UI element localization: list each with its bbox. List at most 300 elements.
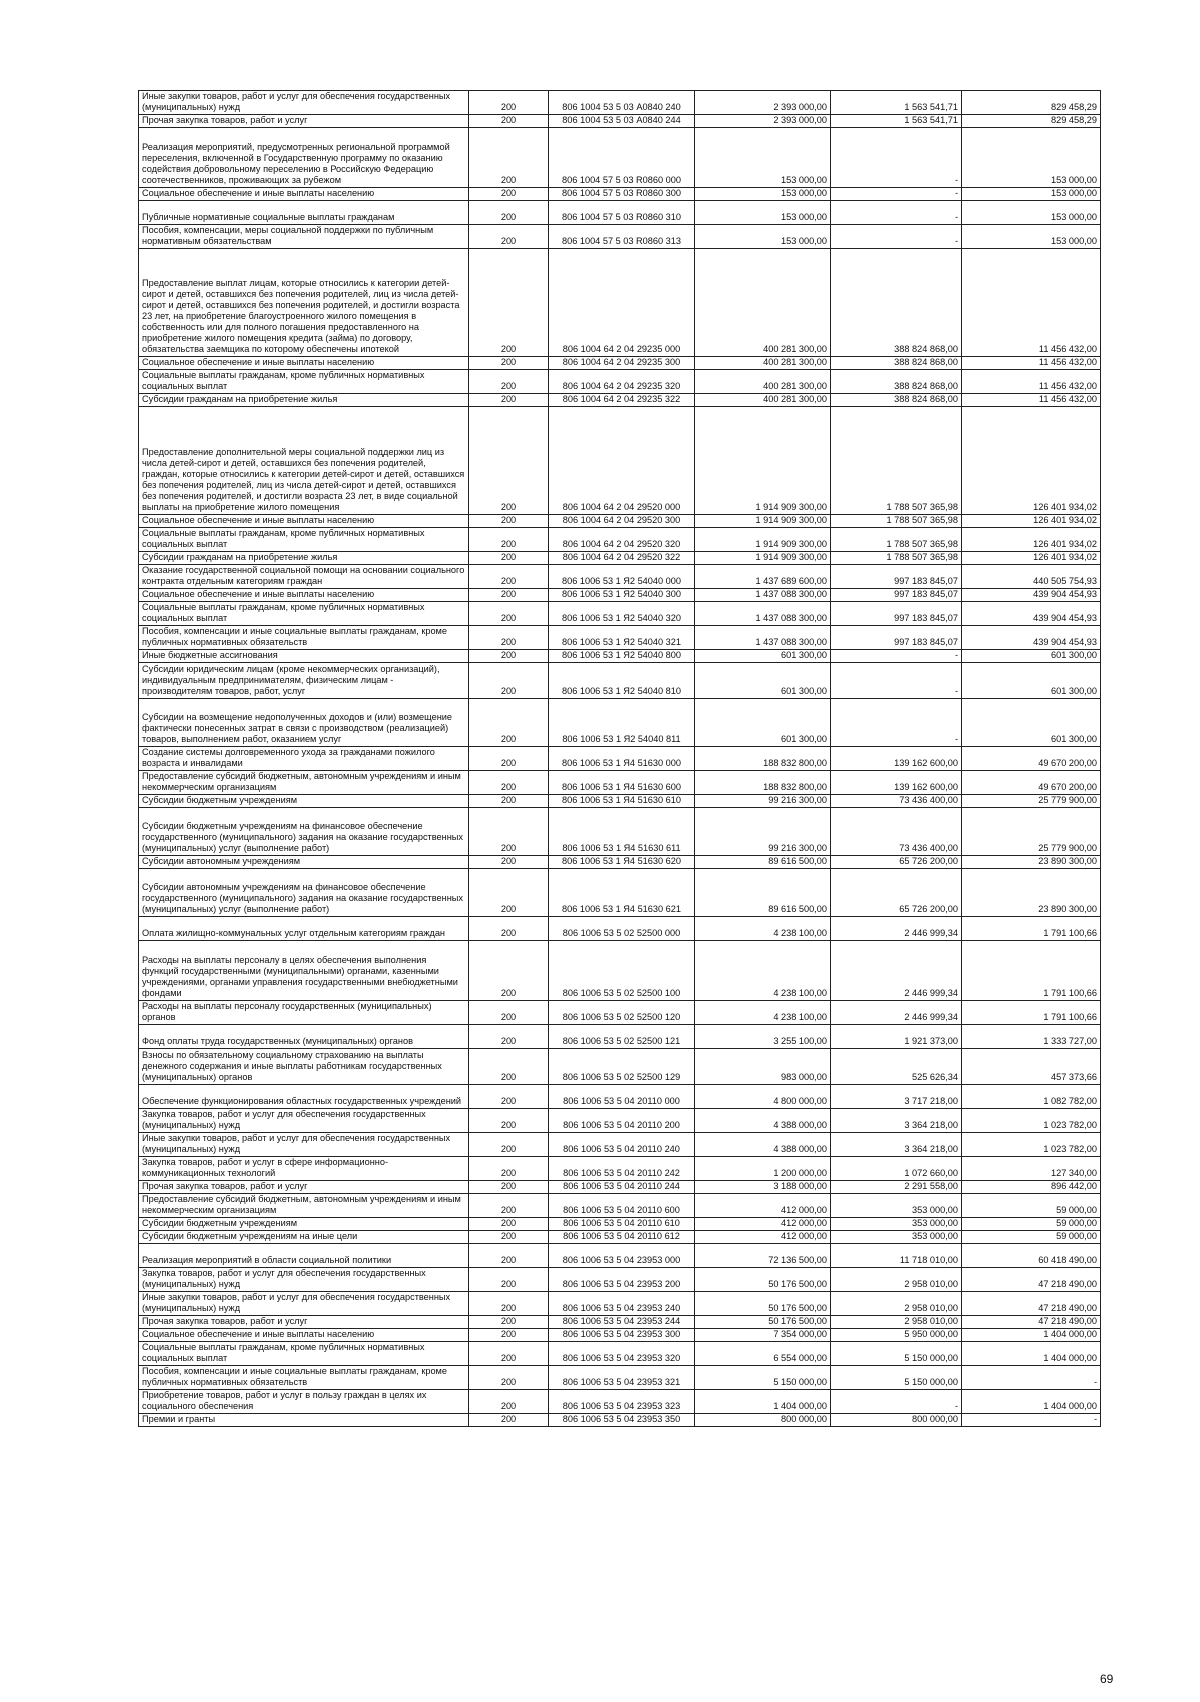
row-code-cell: 200 [469, 589, 549, 602]
row-code-cell: 200 [469, 91, 549, 115]
row-name-cell: Социальные выплаты гражданам, кроме публичных нормативных социальных выплат [139, 528, 469, 552]
row-code-cell: 200 [469, 1218, 549, 1231]
table-row [139, 1329, 1101, 1342]
row-kbk-cell: 806 1006 53 1 Я4 51630 610 [549, 795, 695, 808]
row-name-cell: Субсидии бюджетным учреждениям [139, 795, 469, 808]
row-plan-cell: 3 188 000,00 [695, 1181, 831, 1194]
row-plan-cell: 983 000,00 [695, 1049, 831, 1085]
row-kbk-cell: 806 1004 57 5 03 R0860 313 [549, 225, 695, 249]
row-rest-cell: - [962, 1366, 1101, 1390]
row-exec-cell: 3 717 218,00 [831, 1085, 962, 1109]
row-code-cell: 200 [469, 1390, 549, 1414]
row-rest-cell: 49 670 200,00 [962, 747, 1101, 771]
row-name-cell: Предоставление субсидий бюджетным, автономным учреждениям и иным некоммерческим организациям [139, 771, 469, 795]
row-kbk-cell: 806 1006 53 1 Я4 51630 621 [549, 869, 695, 917]
row-plan-cell: 1 914 909 300,00 [695, 407, 831, 515]
row-rest-cell: 25 779 900,00 [962, 795, 1101, 808]
row-name-cell: Расходы на выплаты персоналу государственных (муниципальных) органов [139, 1001, 469, 1025]
row-plan-cell: 1 437 088 300,00 [695, 589, 831, 602]
table-row [139, 1085, 1101, 1109]
row-rest-cell: 457 373,66 [962, 1049, 1101, 1085]
row-code-cell: 200 [469, 856, 549, 869]
row-code-cell: 200 [469, 795, 549, 808]
row-exec-cell: - [831, 128, 962, 188]
row-code-cell: 200 [469, 1342, 549, 1366]
row-exec-cell: 11 718 010,00 [831, 1244, 962, 1268]
row-rest-cell: 896 442,00 [962, 1181, 1101, 1194]
row-kbk-cell: 806 1006 53 5 04 23953 244 [549, 1316, 695, 1329]
row-kbk-cell: 806 1006 53 5 04 20110 610 [549, 1218, 695, 1231]
row-code-cell: 200 [469, 1001, 549, 1025]
row-name-cell: Обеспечение функционирования областных государственных учреждений [139, 1085, 469, 1109]
table-row [139, 552, 1101, 565]
row-rest-cell: 439 904 454,93 [962, 589, 1101, 602]
row-kbk-cell: 806 1006 53 5 04 20110 242 [549, 1157, 695, 1181]
row-name-cell: Приобретение товаров, работ и услуг в пользу граждан в целях их социального обеспечения [139, 1390, 469, 1414]
row-rest-cell: 49 670 200,00 [962, 771, 1101, 795]
table-row [139, 699, 1101, 747]
row-name-cell: Иные закупки товаров, работ и услуг для обеспечения государственных (муниципальных) нужд [139, 1292, 469, 1316]
row-code-cell: 200 [469, 1244, 549, 1268]
row-rest-cell: 440 505 754,93 [962, 565, 1101, 589]
row-name-cell: Пособия, компенсации и иные социальные выплаты гражданам, кроме публичных нормативных обязательств [139, 1366, 469, 1390]
row-rest-cell: 829 458,29 [962, 91, 1101, 115]
row-code-cell: 200 [469, 128, 549, 188]
table-row [139, 1268, 1101, 1292]
row-rest-cell: 1 404 000,00 [962, 1390, 1101, 1414]
table-row [139, 115, 1101, 128]
row-exec-cell: 139 162 600,00 [831, 771, 962, 795]
row-kbk-cell: 806 1004 57 5 03 R0860 000 [549, 128, 695, 188]
table-row [139, 225, 1101, 249]
row-plan-cell: 1 437 088 300,00 [695, 626, 831, 650]
row-name-cell: Субсидии бюджетным учреждениям на финансовое обеспечение государственного (муниципального) задания на оказание государственных (муниципальных) услуг (выполнение работ) [139, 808, 469, 856]
row-exec-cell: 73 436 400,00 [831, 808, 962, 856]
row-name-cell: Субсидии автономным учреждениям на финансовое обеспечение государственного (муниципального) задания на оказание государственных (муниципальных) услуг (выполнение работ) [139, 869, 469, 917]
row-plan-cell: 1 914 909 300,00 [695, 515, 831, 528]
row-exec-cell: 1 072 660,00 [831, 1157, 962, 1181]
row-name-cell: Иные бюджетные ассигнования [139, 650, 469, 663]
row-rest-cell: 11 456 432,00 [962, 370, 1101, 394]
table-row [139, 650, 1101, 663]
row-rest-cell: 11 456 432,00 [962, 394, 1101, 407]
row-kbk-cell: 806 1006 53 1 Я4 51630 000 [549, 747, 695, 771]
row-plan-cell: 601 300,00 [695, 699, 831, 747]
table-row [139, 1218, 1101, 1231]
row-rest-cell: 60 418 490,00 [962, 1244, 1101, 1268]
row-plan-cell: 400 281 300,00 [695, 249, 831, 357]
table-row [139, 1157, 1101, 1181]
row-rest-cell: 601 300,00 [962, 699, 1101, 747]
row-rest-cell: 1 791 100,66 [962, 941, 1101, 1001]
row-kbk-cell: 806 1006 53 1 Я4 51630 620 [549, 856, 695, 869]
row-plan-cell: 6 554 000,00 [695, 1342, 831, 1366]
row-name-cell: Закупка товаров, работ и услуг для обеспечения государственных (муниципальных) нужд [139, 1109, 469, 1133]
row-code-cell: 200 [469, 1157, 549, 1181]
row-name-cell: Взносы по обязательному социальному страхованию на выплаты денежного содержания и иные выплаты работникам государственных (муниципальных) органов [139, 1049, 469, 1085]
row-kbk-cell: 806 1006 53 5 04 23953 321 [549, 1366, 695, 1390]
row-name-cell: Социальное обеспечение и иные выплаты населению [139, 589, 469, 602]
row-kbk-cell: 806 1006 53 5 02 52500 121 [549, 1025, 695, 1049]
row-plan-cell: 3 255 100,00 [695, 1025, 831, 1049]
table-row [139, 528, 1101, 552]
row-name-cell: Прочая закупка товаров, работ и услуг [139, 1181, 469, 1194]
row-kbk-cell: 806 1006 53 5 02 52500 129 [549, 1049, 695, 1085]
row-name-cell: Реализация мероприятий, предусмотренных региональной программой переселения, включенной в Государственную программу по оказанию содействия добровольному переселению в Российскую Федерацию соотечественников, проживающих за рубежом [139, 128, 469, 188]
row-rest-cell: 59 000,00 [962, 1231, 1101, 1244]
row-exec-cell: 2 958 010,00 [831, 1292, 962, 1316]
row-kbk-cell: 806 1006 53 5 04 20110 200 [549, 1109, 695, 1133]
row-code-cell: 200 [469, 1231, 549, 1244]
row-exec-cell: 1 788 507 365,98 [831, 528, 962, 552]
row-plan-cell: 1 914 909 300,00 [695, 552, 831, 565]
table-row [139, 747, 1101, 771]
row-code-cell: 200 [469, 552, 549, 565]
row-rest-cell: 23 890 300,00 [962, 856, 1101, 869]
row-code-cell: 200 [469, 941, 549, 1001]
row-code-cell: 200 [469, 115, 549, 128]
row-rest-cell: 1 333 727,00 [962, 1025, 1101, 1049]
row-code-cell: 200 [469, 225, 549, 249]
row-code-cell: 200 [469, 1109, 549, 1133]
row-kbk-cell: 806 1004 53 5 03 А0840 244 [549, 115, 695, 128]
row-code-cell: 200 [469, 1366, 549, 1390]
row-plan-cell: 400 281 300,00 [695, 370, 831, 394]
row-exec-cell: 2 958 010,00 [831, 1316, 962, 1329]
row-kbk-cell: 806 1006 53 5 04 23953 350 [549, 1414, 695, 1427]
row-name-cell: Субсидии гражданам на приобретение жилья [139, 552, 469, 565]
row-code-cell: 200 [469, 699, 549, 747]
row-kbk-cell: 806 1006 53 5 04 23953 200 [549, 1268, 695, 1292]
row-code-cell: 200 [469, 917, 549, 941]
row-rest-cell: 25 779 900,00 [962, 808, 1101, 856]
row-rest-cell: 153 000,00 [962, 128, 1101, 188]
table-row [139, 394, 1101, 407]
table-row [139, 91, 1101, 115]
row-rest-cell: 153 000,00 [962, 188, 1101, 201]
row-exec-cell: 1 788 507 365,98 [831, 407, 962, 515]
row-code-cell: 200 [469, 201, 549, 225]
row-rest-cell: 1 791 100,66 [962, 1001, 1101, 1025]
row-code-cell: 200 [469, 626, 549, 650]
row-exec-cell: 353 000,00 [831, 1231, 962, 1244]
row-name-cell: Расходы на выплаты персоналу в целях обеспечения выполнения функций государственными (муниципальными) органами, казенными учреждениями, органами управления государственными внебюджетными фондами [139, 941, 469, 1001]
row-exec-cell: 800 000,00 [831, 1414, 962, 1427]
row-code-cell: 200 [469, 1025, 549, 1049]
row-name-cell: Социальные выплаты гражданам, кроме публичных нормативных социальных выплат [139, 370, 469, 394]
row-kbk-cell: 806 1006 53 1 Я2 54040 320 [549, 602, 695, 626]
row-plan-cell: 400 281 300,00 [695, 357, 831, 370]
row-kbk-cell: 806 1006 53 5 02 52500 100 [549, 941, 695, 1001]
row-plan-cell: 412 000,00 [695, 1231, 831, 1244]
row-rest-cell: 1 023 782,00 [962, 1109, 1101, 1133]
row-plan-cell: 4 238 100,00 [695, 941, 831, 1001]
row-name-cell: Социальные выплаты гражданам, кроме публичных нормативных социальных выплат [139, 602, 469, 626]
table-row [139, 663, 1101, 699]
row-kbk-cell: 806 1006 53 5 02 52500 120 [549, 1001, 695, 1025]
row-rest-cell: 1 023 782,00 [962, 1133, 1101, 1157]
row-kbk-cell: 806 1006 53 5 04 23953 323 [549, 1390, 695, 1414]
table-row [139, 1181, 1101, 1194]
row-kbk-cell: 806 1006 53 5 04 20110 244 [549, 1181, 695, 1194]
row-rest-cell: 439 904 454,93 [962, 626, 1101, 650]
row-plan-cell: 188 832 800,00 [695, 771, 831, 795]
row-exec-cell: - [831, 201, 962, 225]
row-code-cell: 200 [469, 249, 549, 357]
row-exec-cell: 388 824 868,00 [831, 394, 962, 407]
expenditure-table [138, 90, 1101, 1427]
row-plan-cell: 89 616 500,00 [695, 869, 831, 917]
table-row [139, 370, 1101, 394]
row-name-cell: Субсидии бюджетным учреждениям на иные цели [139, 1231, 469, 1244]
row-name-cell: Фонд оплаты труда государственных (муниципальных) органов [139, 1025, 469, 1049]
row-exec-cell: 5 150 000,00 [831, 1342, 962, 1366]
row-exec-cell: - [831, 663, 962, 699]
row-code-cell: 200 [469, 1414, 549, 1427]
row-plan-cell: 400 281 300,00 [695, 394, 831, 407]
row-exec-cell: - [831, 650, 962, 663]
row-name-cell: Иные закупки товаров, работ и услуг для обеспечения государственных (муниципальных) нужд [139, 1133, 469, 1157]
table-row [139, 128, 1101, 188]
row-plan-cell: 412 000,00 [695, 1218, 831, 1231]
row-name-cell: Иные закупки товаров, работ и услуг для обеспечения государственных (муниципальных) нужд [139, 91, 469, 115]
row-name-cell: Прочая закупка товаров, работ и услуг [139, 1316, 469, 1329]
row-plan-cell: 1 437 088 300,00 [695, 602, 831, 626]
row-exec-cell: 997 183 845,07 [831, 602, 962, 626]
row-name-cell: Предоставление выплат лицам, которые относились к категории детей-сирот и детей, оставшихся без попечения родителей, лиц из числа детей-сирот и детей, оставшихся без попечения родителей, и достигли возраста 23 лет, на приобретение благоустроенного жилого помещения в собственность или для полного погашения предоставленного на приобретение жилого помещения кредита (займа) по договору, обязательства заемщика по которому обеспечены ипотекой [139, 249, 469, 357]
row-name-cell: Пособия, компенсации, меры социальной поддержки по публичным нормативным обязательствам [139, 225, 469, 249]
row-plan-cell: 153 000,00 [695, 201, 831, 225]
row-kbk-cell: 806 1006 53 5 04 20110 612 [549, 1231, 695, 1244]
row-kbk-cell: 806 1004 64 2 04 29235 320 [549, 370, 695, 394]
table-row [139, 1414, 1101, 1427]
row-plan-cell: 4 238 100,00 [695, 917, 831, 941]
table-row [139, 407, 1101, 515]
row-plan-cell: 2 393 000,00 [695, 115, 831, 128]
row-exec-cell: - [831, 225, 962, 249]
row-plan-cell: 2 393 000,00 [695, 91, 831, 115]
row-name-cell: Субсидии гражданам на приобретение жилья [139, 394, 469, 407]
row-rest-cell: 1 082 782,00 [962, 1085, 1101, 1109]
row-plan-cell: 4 800 000,00 [695, 1085, 831, 1109]
row-plan-cell: 601 300,00 [695, 650, 831, 663]
table-row [139, 1025, 1101, 1049]
row-rest-cell: 1 791 100,66 [962, 917, 1101, 941]
row-code-cell: 200 [469, 357, 549, 370]
row-exec-cell: 997 183 845,07 [831, 626, 962, 650]
row-rest-cell: 47 218 490,00 [962, 1292, 1101, 1316]
row-exec-cell: 997 183 845,07 [831, 589, 962, 602]
row-plan-cell: 50 176 500,00 [695, 1316, 831, 1329]
table-row [139, 626, 1101, 650]
row-rest-cell: 1 404 000,00 [962, 1329, 1101, 1342]
row-exec-cell: 525 626,34 [831, 1049, 962, 1085]
row-code-cell: 200 [469, 869, 549, 917]
table-row [139, 795, 1101, 808]
row-name-cell: Социальное обеспечение и иные выплаты населению [139, 357, 469, 370]
row-kbk-cell: 806 1004 64 2 04 29520 000 [549, 407, 695, 515]
row-name-cell: Оказание государственной социальной помощи на основании социального контракта отдельным категориям граждан [139, 565, 469, 589]
row-kbk-cell: 806 1004 53 5 03 А0840 240 [549, 91, 695, 115]
row-plan-cell: 153 000,00 [695, 225, 831, 249]
row-code-cell: 200 [469, 370, 549, 394]
row-rest-cell: 153 000,00 [962, 225, 1101, 249]
row-code-cell: 200 [469, 565, 549, 589]
row-name-cell: Социальное обеспечение и иные выплаты населению [139, 188, 469, 201]
table-row [139, 1194, 1101, 1218]
row-name-cell: Реализация мероприятий в области социальной политики [139, 1244, 469, 1268]
row-exec-cell: - [831, 1390, 962, 1414]
expenditure-table-body [139, 91, 1101, 1427]
row-code-cell: 200 [469, 1329, 549, 1342]
row-plan-cell: 4 388 000,00 [695, 1109, 831, 1133]
row-exec-cell: 5 150 000,00 [831, 1366, 962, 1390]
row-code-cell: 200 [469, 602, 549, 626]
table-row [139, 201, 1101, 225]
row-exec-cell: 388 824 868,00 [831, 249, 962, 357]
row-exec-cell: 3 364 218,00 [831, 1133, 962, 1157]
row-code-cell: 200 [469, 650, 549, 663]
row-rest-cell: 126 401 934,02 [962, 552, 1101, 565]
row-name-cell: Пособия, компенсации и иные социальные выплаты гражданам, кроме публичных нормативных обязательств [139, 626, 469, 650]
row-kbk-cell: 806 1006 53 5 04 20110 000 [549, 1085, 695, 1109]
row-name-cell: Премии и гранты [139, 1414, 469, 1427]
row-plan-cell: 5 150 000,00 [695, 1366, 831, 1390]
row-exec-cell: 388 824 868,00 [831, 370, 962, 394]
row-kbk-cell: 806 1006 53 1 Я4 51630 611 [549, 808, 695, 856]
row-exec-cell: 1 921 373,00 [831, 1025, 962, 1049]
row-exec-cell: 1 788 507 365,98 [831, 515, 962, 528]
row-exec-cell: - [831, 188, 962, 201]
table-row [139, 602, 1101, 626]
row-name-cell: Создание системы долговременного ухода за гражданами пожилого возраста и инвалидами [139, 747, 469, 771]
table-row [139, 1244, 1101, 1268]
row-name-cell: Оплата жилищно-коммунальных услуг отдельным категориям граждан [139, 917, 469, 941]
row-plan-cell: 1 914 909 300,00 [695, 528, 831, 552]
table-row [139, 357, 1101, 370]
row-name-cell: Публичные нормативные социальные выплаты гражданам [139, 201, 469, 225]
row-rest-cell: 47 218 490,00 [962, 1316, 1101, 1329]
row-exec-cell: 353 000,00 [831, 1218, 962, 1231]
table-row [139, 1316, 1101, 1329]
table-row [139, 917, 1101, 941]
page-number: 69 [1100, 1672, 1114, 1686]
row-kbk-cell: 806 1006 53 1 Я2 54040 811 [549, 699, 695, 747]
row-rest-cell: 47 218 490,00 [962, 1268, 1101, 1292]
row-code-cell: 200 [469, 771, 549, 795]
row-exec-cell: 65 726 200,00 [831, 869, 962, 917]
row-kbk-cell: 806 1006 53 5 04 20110 600 [549, 1194, 695, 1218]
row-code-cell: 200 [469, 1085, 549, 1109]
table-row [139, 1001, 1101, 1025]
row-rest-cell: 126 401 934,02 [962, 528, 1101, 552]
row-code-cell: 200 [469, 528, 549, 552]
row-name-cell: Закупка товаров, работ и услуг в сфере информационно-коммуникационных технологий [139, 1157, 469, 1181]
table-row [139, 771, 1101, 795]
row-rest-cell: 126 401 934,02 [962, 515, 1101, 528]
row-kbk-cell: 806 1006 53 1 Я2 54040 300 [549, 589, 695, 602]
row-plan-cell: 72 136 500,00 [695, 1244, 831, 1268]
row-plan-cell: 1 437 689 600,00 [695, 565, 831, 589]
row-name-cell: Социальные выплаты гражданам, кроме публичных нормативных социальных выплат [139, 1342, 469, 1366]
row-name-cell: Социальное обеспечение и иные выплаты населению [139, 1329, 469, 1342]
row-code-cell: 200 [469, 1194, 549, 1218]
row-plan-cell: 800 000,00 [695, 1414, 831, 1427]
row-rest-cell: 439 904 454,93 [962, 602, 1101, 626]
row-kbk-cell: 806 1004 64 2 04 29235 322 [549, 394, 695, 407]
row-exec-cell: 1 563 541,71 [831, 91, 962, 115]
row-plan-cell: 50 176 500,00 [695, 1268, 831, 1292]
row-exec-cell: 2 446 999,34 [831, 941, 962, 1001]
row-plan-cell: 188 832 800,00 [695, 747, 831, 771]
row-exec-cell: 1 563 541,71 [831, 115, 962, 128]
row-plan-cell: 50 176 500,00 [695, 1292, 831, 1316]
row-kbk-cell: 806 1006 53 5 04 20110 240 [549, 1133, 695, 1157]
row-kbk-cell: 806 1004 64 2 04 29235 300 [549, 357, 695, 370]
row-rest-cell: 601 300,00 [962, 650, 1101, 663]
row-rest-cell: 11 456 432,00 [962, 249, 1101, 357]
row-code-cell: 200 [469, 188, 549, 201]
table-row [139, 1049, 1101, 1085]
row-plan-cell: 99 216 300,00 [695, 795, 831, 808]
row-kbk-cell: 806 1006 53 5 04 23953 320 [549, 1342, 695, 1366]
row-name-cell: Предоставление дополнительной меры социальной поддержки лиц из числа детей-сирот и детей, оставшихся без попечения родителей, граждан, которые относились к категории детей-сирот и детей, оставшихся без попечения родителей, лиц из числа детей-сирот и детей, оставшихся без попечения родителей, и достигли возраста 23 лет, в виде социальной выплаты на приобретение жилого помещения [139, 407, 469, 515]
row-code-cell: 200 [469, 407, 549, 515]
table-row [139, 515, 1101, 528]
row-plan-cell: 89 616 500,00 [695, 856, 831, 869]
row-name-cell: Субсидии бюджетным учреждениям [139, 1218, 469, 1231]
table-row [139, 1342, 1101, 1366]
row-kbk-cell: 806 1006 53 1 Я2 54040 810 [549, 663, 695, 699]
row-kbk-cell: 806 1004 64 2 04 29520 300 [549, 515, 695, 528]
row-code-cell: 200 [469, 515, 549, 528]
row-kbk-cell: 806 1006 53 5 02 52500 000 [549, 917, 695, 941]
row-name-cell: Субсидии на возмещение недополученных доходов и (или) возмещение фактически понесенных затрат в связи с производством (реализацией) товаров, выполнением работ, оказанием услуг [139, 699, 469, 747]
table-row [139, 1231, 1101, 1244]
row-rest-cell: 23 890 300,00 [962, 869, 1101, 917]
row-exec-cell: 2 291 558,00 [831, 1181, 962, 1194]
row-kbk-cell: 806 1006 53 5 04 23953 240 [549, 1292, 695, 1316]
row-kbk-cell: 806 1004 64 2 04 29520 322 [549, 552, 695, 565]
row-kbk-cell: 806 1006 53 1 Я2 54040 800 [549, 650, 695, 663]
row-code-cell: 200 [469, 747, 549, 771]
row-name-cell: Социальное обеспечение и иные выплаты населению [139, 515, 469, 528]
table-row [139, 869, 1101, 917]
row-code-cell: 200 [469, 1049, 549, 1085]
row-name-cell: Предоставление субсидий бюджетным, автономным учреждениям и иным некоммерческим организациям [139, 1194, 469, 1218]
row-exec-cell: 353 000,00 [831, 1194, 962, 1218]
row-name-cell: Субсидии автономным учреждениям [139, 856, 469, 869]
row-rest-cell: 829 458,29 [962, 115, 1101, 128]
row-rest-cell: 59 000,00 [962, 1218, 1101, 1231]
row-exec-cell: - [831, 699, 962, 747]
row-kbk-cell: 806 1006 53 5 04 23953 300 [549, 1329, 695, 1342]
table-row [139, 856, 1101, 869]
row-plan-cell: 99 216 300,00 [695, 808, 831, 856]
row-plan-cell: 4 388 000,00 [695, 1133, 831, 1157]
row-exec-cell: 997 183 845,07 [831, 565, 962, 589]
table-row [139, 188, 1101, 201]
row-kbk-cell: 806 1004 64 2 04 29235 000 [549, 249, 695, 357]
row-plan-cell: 153 000,00 [695, 128, 831, 188]
row-kbk-cell: 806 1006 53 1 Я4 51630 600 [549, 771, 695, 795]
row-rest-cell: 127 340,00 [962, 1157, 1101, 1181]
table-row [139, 1292, 1101, 1316]
row-code-cell: 200 [469, 1292, 549, 1316]
row-plan-cell: 7 354 000,00 [695, 1329, 831, 1342]
row-code-cell: 200 [469, 1133, 549, 1157]
budget-execution-sheet [138, 90, 1100, 1427]
